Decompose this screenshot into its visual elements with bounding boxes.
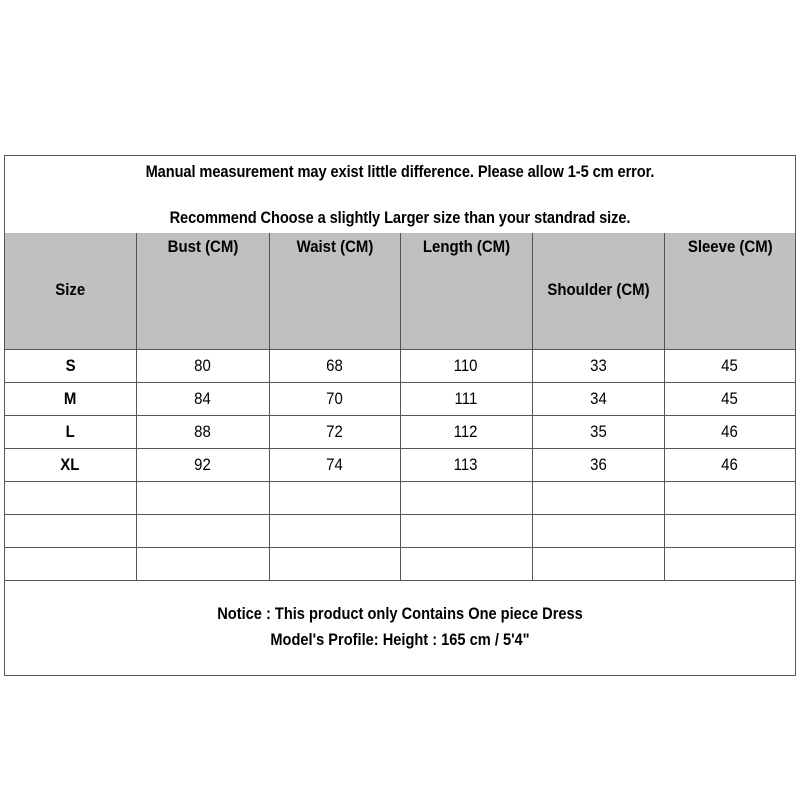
measurement-cell: 92 (136, 449, 269, 482)
measurement-cell (400, 482, 532, 515)
size-table (5, 233, 795, 581)
header-length: Length (CM) (400, 233, 532, 350)
measurement-cell (532, 548, 664, 581)
header-bust: Bust (CM) (136, 233, 269, 350)
measurement-cell: 46 (664, 449, 795, 482)
product-notice: Notice : This product only Contains One piece Dress (217, 604, 583, 623)
size-chart (4, 155, 796, 676)
measurement-cell (664, 515, 795, 548)
size-cell (5, 548, 136, 581)
measurement-cell (532, 482, 664, 515)
measurement-cell: 35 (532, 416, 664, 449)
measurement-cell: 45 (664, 383, 795, 416)
size-cell (5, 482, 136, 515)
size-cell (5, 515, 136, 548)
measurement-cell (532, 515, 664, 548)
measurement-cell (400, 548, 532, 581)
measurement-cell: 36 (532, 449, 664, 482)
measurement-cell: 80 (136, 350, 269, 383)
measurement-cell (664, 548, 795, 581)
table-row (5, 548, 795, 581)
measurement-cell (136, 482, 269, 515)
header-waist: Waist (CM) (269, 233, 400, 350)
size-cell: L (5, 416, 136, 449)
size-cell: S (5, 350, 136, 383)
recommendation-note: Recommend Choose a slightly Larger size than your standrad size. (169, 208, 631, 227)
measurement-cell (136, 548, 269, 581)
measurement-note: Manual measurement may exist little difference. Please allow 1-5 cm error. (145, 162, 655, 181)
table-row (5, 350, 795, 383)
measurement-cell: 74 (269, 449, 400, 482)
table-row (5, 416, 795, 449)
table-row (5, 383, 795, 416)
measurement-cell: 34 (532, 383, 664, 416)
measurement-cell (400, 515, 532, 548)
table-row (5, 449, 795, 482)
measurement-cell (269, 482, 400, 515)
measurement-cell: 72 (269, 416, 400, 449)
measurement-cell (664, 482, 795, 515)
measurement-cell: 113 (400, 449, 532, 482)
table-header-row (5, 233, 795, 350)
measurement-cell: 110 (400, 350, 532, 383)
table-row (5, 482, 795, 515)
measurement-cell (269, 548, 400, 581)
measurement-cell: 33 (532, 350, 664, 383)
table-row (5, 515, 795, 548)
size-cell: M (5, 383, 136, 416)
header-size: Size (5, 233, 136, 350)
header-sleeve: Sleeve (CM) (664, 233, 795, 350)
measurement-cell (136, 515, 269, 548)
size-cell: XL (5, 449, 136, 482)
measurement-cell: 46 (664, 416, 795, 449)
measurement-cell (269, 515, 400, 548)
measurement-cell: 111 (400, 383, 532, 416)
measurement-cell: 88 (136, 416, 269, 449)
measurement-cell: 70 (269, 383, 400, 416)
model-profile: Model's Profile: Height : 165 cm / 5'4" (270, 630, 530, 649)
measurement-cell: 45 (664, 350, 795, 383)
measurement-cell: 68 (269, 350, 400, 383)
measurement-cell: 84 (136, 383, 269, 416)
header-shoulder: Shoulder (CM) (532, 233, 664, 350)
measurement-cell: 112 (400, 416, 532, 449)
